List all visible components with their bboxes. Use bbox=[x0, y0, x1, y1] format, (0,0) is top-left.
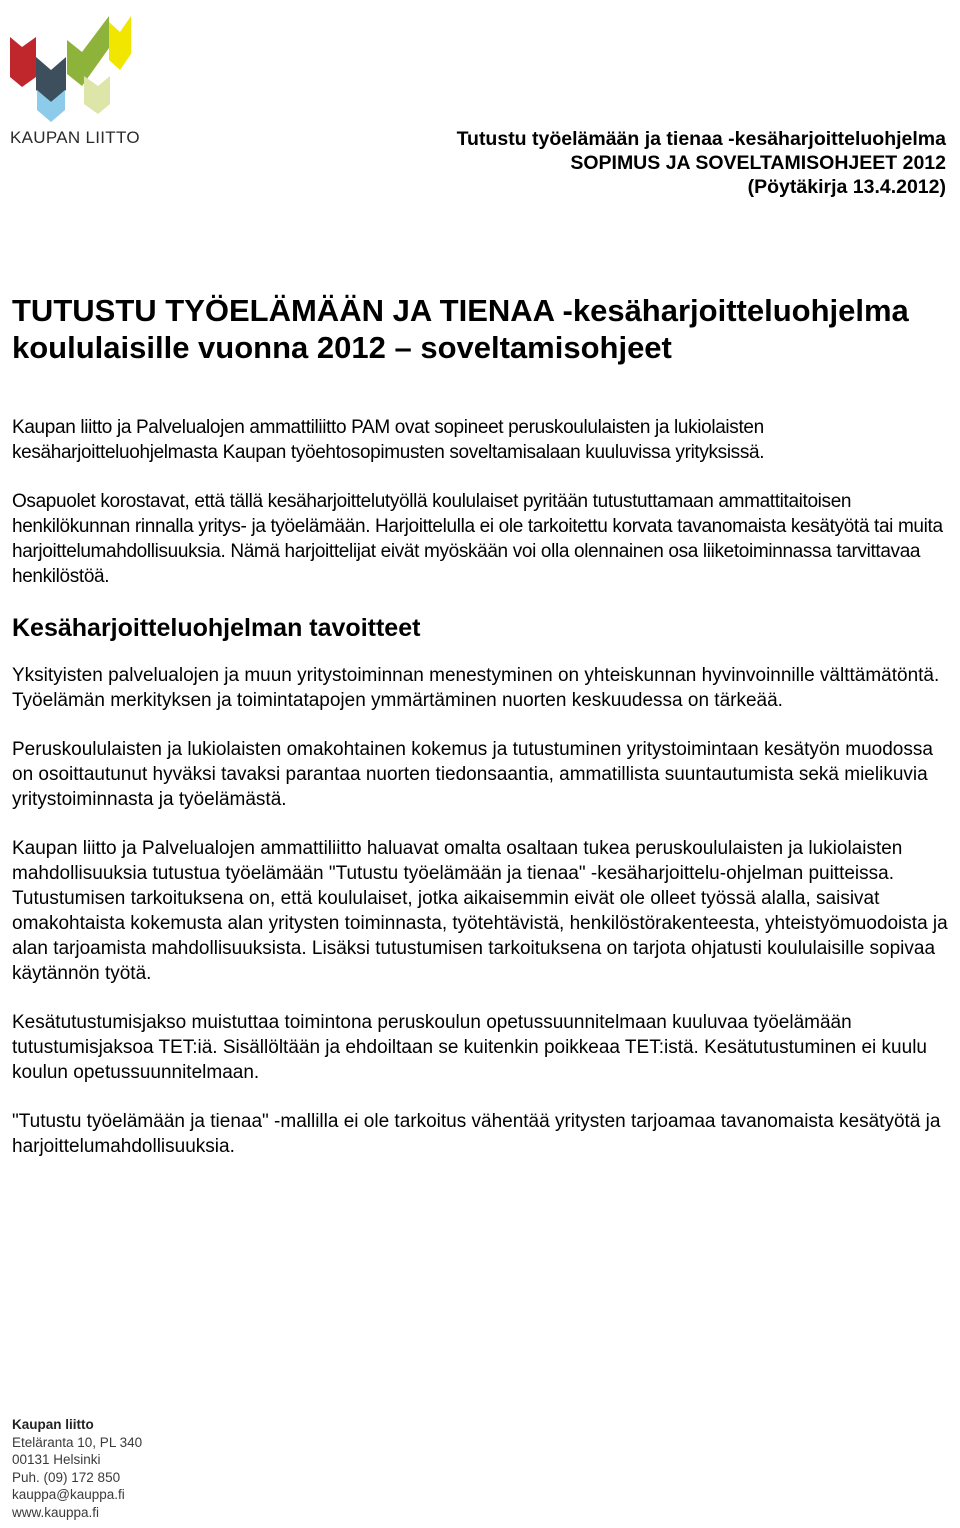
logo-green-chevron-right bbox=[82, 16, 109, 86]
section-paragraph-5: "Tutustu työelämään ja tienaa" -mallilla ei ole tarkoitus vähentää yritysten tarjoamaa tavanomaista kesätyötä ja harjoittelumahdollisuuksia. bbox=[12, 1111, 941, 1157]
logo-yellow-chevron-right bbox=[120, 16, 131, 70]
logo-lightgreen-chevron bbox=[84, 76, 98, 114]
section-paragraph-4: Kesätutustumisjakso muistuttaa toimintona peruskoulun opetussuunnitelmaan kuuluvaa työelämään tutustumisjaksoa TET:iä. Sisällöltään ja ehdoiltaan se kuitenkin poikkeaa TET:istä. Kesätutustuminen ei kuulu koulun opetussuunnitelmaan. bbox=[12, 1012, 927, 1083]
page-title bbox=[12, 292, 952, 366]
page-title-line-2: koululaisille vuonna 2012 – soveltamisohjeet bbox=[12, 330, 672, 365]
footer-city: 00131 Helsinki bbox=[12, 1452, 101, 1467]
footer-address: Eteläranta 10, PL 340 bbox=[12, 1434, 143, 1450]
kaupan-liitto-logo bbox=[10, 12, 140, 152]
header-protocol-date: (Pöytäkirja 13.4.2012) bbox=[747, 176, 946, 198]
logo-red-chevron bbox=[10, 37, 22, 87]
section-paragraph-2: Peruskoululaisten ja lukiolaisten omakohtainen kokemus ja tutustuminen yritystoimintaan kesätyön muodossa on osoittautunut hyväksi tavaksi parantaa nuorten tiedonsaantia, ammatillista suuntautumista sekä mielikuvia yritystoiminnasta ja työelämästä. bbox=[12, 739, 933, 810]
header-program-name: Tutustu työelämään ja tienaa -kesäharjoitteluohjelma bbox=[456, 128, 946, 150]
document-body bbox=[12, 415, 957, 1183]
intro-paragraph-2: Osapuolet korostavat, että tällä kesäharjoittelutyöllä koululaiset pyritään tutustuttamaan ammattitaitoisen henkilökunnan rinnalla yritys- ja työelämään. Harjoittelulla ei ole tarkoitettu korvata tavanomaista kesätyötä tai muita harjoittelumahdollisuuksia. Nämä harjoittelijat eivät myöskään voi olla olennainen osa liiketoiminnassa tarvittavaa henkilöstöä. bbox=[12, 491, 943, 587]
logo-mark-icon bbox=[10, 12, 135, 124]
logo-lightgreen-chevron-right bbox=[98, 76, 110, 114]
header-agreement-title: SOPIMUS JA SOVELTAMISOHJEET 2012 bbox=[570, 152, 946, 174]
section-paragraph-3: Kaupan liitto ja Palvelualojen ammattiliitto haluavat omalta osaltaan tukea peruskoululaisten ja lukiolaisten mahdollisuuksia tutustua työelämään "Tutustu työelämään ja tienaa" -kesäharjoittelu-ohjelman puitteissa. Tutustumisen tarkoituksena on, että koululaiset, jotka aikaisemmin eivät ole olleet työssä alalla, saisivat omakohtaista kokemusta alan yritysten toiminnasta, työtehtävistä, henkilöstörakenteesta, yhteistyömuodoista ja alan tarjoamista mahdollisuuksista. Lisäksi tutustumisen tarkoituksena on tarjota ohjatusti koululaisille sopivaa käytännön työtä. bbox=[12, 838, 948, 984]
logo-text: KAUPAN LIITTO bbox=[10, 128, 140, 147]
intro-paragraph-1: Kaupan liitto ja Palvelualojen ammattiliitto PAM ovat sopineet peruskoululaisten ja lukiolaisten kesäharjoitteluohjelmasta Kaupan työehtosopimusten soveltamisalaan kuuluvissa yrityksissä. bbox=[12, 417, 765, 463]
logo-green-chevron bbox=[67, 40, 82, 86]
footer-contact bbox=[12, 1416, 142, 1521]
page-title-line-1: TUTUSTU TYÖELÄMÄÄN JA TIENAA -kesäharjoitteluohjelma bbox=[12, 293, 909, 328]
logo-red-chevron-right bbox=[22, 37, 36, 87]
footer-email: kauppa@kauppa.fi bbox=[12, 1487, 125, 1502]
document-header bbox=[457, 127, 946, 199]
section-heading: Kesäharjoitteluohjelman tavoitteet bbox=[12, 614, 421, 642]
footer-phone: Puh. (09) 172 850 bbox=[12, 1469, 121, 1485]
section-paragraph-1: Yksityisten palvelualojen ja muun yritystoiminnan menestyminen on yhteiskunnan hyvinvoinnille välttämätöntä. Työelämän merkityksen ja toimintatapojen ymmärtäminen nuorten keskuudessa on tärkeää. bbox=[12, 665, 940, 711]
logo-yellow-chevron bbox=[109, 22, 120, 70]
footer-web: www.kauppa.fi bbox=[12, 1504, 100, 1520]
footer-org-name: Kaupan liitto bbox=[12, 1417, 94, 1432]
